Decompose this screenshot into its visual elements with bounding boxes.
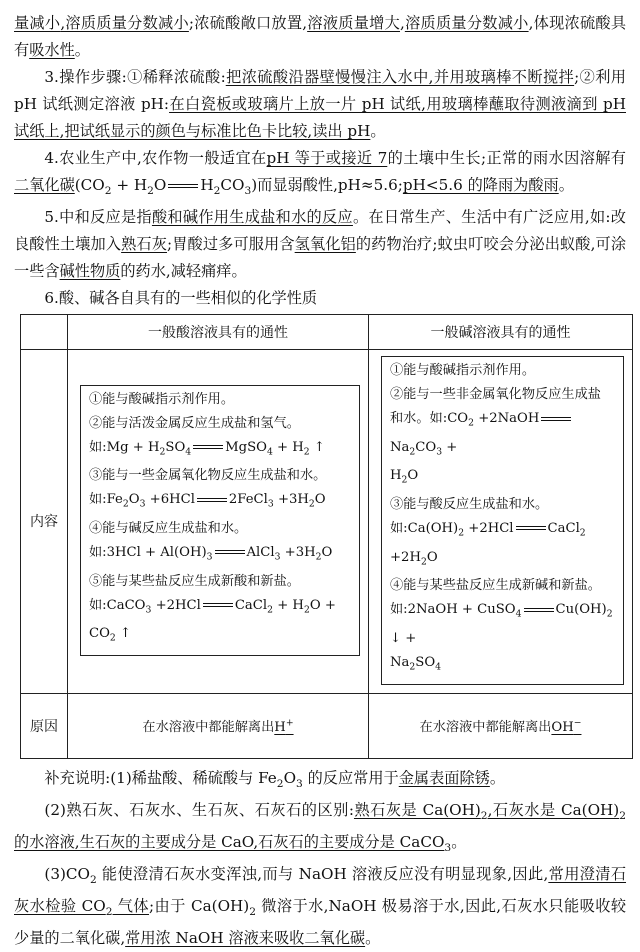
subscript: 3 (244, 184, 252, 198)
text: CaCl (234, 597, 268, 613)
text: +3H (273, 492, 309, 508)
acid-base-table (20, 314, 633, 758)
text: ;胃酸过多可服用含 (167, 235, 295, 254)
text: + H (272, 439, 304, 455)
acid-equation-mg (89, 436, 353, 465)
base-equation-h2o (390, 464, 617, 493)
blank-answer: 金属表面除锈 (398, 768, 490, 787)
blank-answer: pH 等于或接近 7 (266, 149, 388, 167)
reason-base-cell (369, 693, 633, 758)
text: +2HCl (464, 520, 514, 536)
text: )而显弱酸性,pH≈5.6; (251, 176, 403, 194)
subscript: 3 (436, 446, 443, 458)
subscript: 3 (444, 840, 452, 854)
base-equation-cuso4 (390, 598, 617, 651)
text: 在水溶液中都能解离出 (419, 720, 552, 736)
blank-answer: 熟石灰 (121, 235, 168, 254)
text: (3)CO (44, 864, 90, 883)
subscript: 2 (89, 872, 97, 886)
supplement-1 (14, 765, 626, 797)
subscript: 2 (409, 661, 416, 673)
equals-sign (203, 603, 233, 607)
subscript: 3 (267, 498, 274, 510)
ion-h: H (274, 720, 286, 736)
reason-acid-cell (68, 693, 369, 758)
blank-answer: ,溶质质量分数减小 (60, 14, 189, 32)
table-corner-cell (21, 315, 68, 350)
text: O (407, 468, 419, 484)
text: 。 (451, 832, 467, 851)
text: 。 (74, 41, 90, 59)
text: ;由于 Ca(OH) (149, 896, 250, 915)
base-line: ③能与酸反应生成盐和水。 (390, 496, 549, 512)
subscript: 3 (145, 604, 152, 616)
item-6-title: 6.酸、碱各自具有的一些相似的化学性质 (44, 289, 318, 308)
text: + H (111, 176, 148, 194)
base-line: ①能与酸碱指示剂作用。 (390, 363, 536, 379)
text: O (128, 492, 140, 508)
text: 常用澄清石灰水检验 CO (14, 864, 627, 915)
supplement-3 (14, 861, 626, 952)
text: + (442, 439, 458, 455)
subscript: 2 (303, 604, 310, 616)
blank-answer: pH<5.6 的降雨为酸雨 (402, 176, 559, 194)
text: 气体 (112, 896, 149, 915)
text: 。 (489, 768, 506, 787)
subscript: 4 (435, 661, 442, 673)
text: SO (165, 439, 186, 455)
subscript: 4 (266, 446, 273, 458)
base-properties-box (381, 356, 624, 684)
subscript: 2 (213, 184, 221, 198)
text: 。 (370, 122, 386, 140)
text: O (426, 549, 438, 565)
subscript: 2 (159, 446, 166, 458)
subscript: 2 (409, 446, 416, 458)
acid-line: ①能与酸碱指示剂作用。 (89, 391, 235, 407)
text: 。 (558, 176, 574, 194)
text: CO (415, 439, 437, 455)
table-reason-row (21, 693, 633, 758)
text: ,石灰水是 Ca(OH) (487, 800, 620, 819)
blank-answer: 常用浓 NaOH 溶液来吸收二氧化碳 (125, 928, 366, 947)
blank-answer: 在白瓷板或玻璃片上放一片 pH 试纸,用玻璃棒蘸取待测液滴到 pH 试纸上,把试纸显示的颜色与标准比色卡比较,读出 pH (14, 95, 626, 140)
text: ↓ + (390, 630, 417, 646)
blank-answer: 酸和碱作用生成盐和水的反应 (151, 208, 353, 227)
text: 。 (365, 928, 381, 947)
subscript: 2 (619, 808, 626, 822)
blank-answer: 二氧化碳 (14, 176, 75, 194)
text: CO (220, 176, 245, 194)
text: 的反应常用于 (302, 768, 399, 787)
item-4-paragraph (14, 145, 626, 204)
text: ↑ (309, 439, 325, 455)
subscript: 3 (206, 551, 213, 563)
text: CaCl (547, 520, 580, 536)
label-reason: 原因 (21, 693, 68, 758)
text: O (283, 768, 297, 787)
text: 熟石灰是 Ca(OH) (353, 800, 481, 819)
blank-answer: 溶质质量分数减小 (404, 14, 529, 32)
text: Na (390, 439, 410, 455)
text: 5.中和反应是指 (44, 208, 152, 227)
equals-sign (197, 498, 227, 502)
subscript: 4 (515, 608, 522, 620)
text: 3.操作步骤:①稀释浓硫酸: (44, 68, 226, 86)
base-line: ④能与某些盐反应生成新碱和新盐。 (390, 578, 601, 594)
label-content: 内容 (21, 350, 68, 693)
acid-line: ④能与碱反应生成盐和水。 (89, 520, 248, 536)
text: Na (390, 654, 410, 670)
blank-answer (274, 717, 294, 736)
text: O (153, 176, 167, 194)
equals-sign (516, 526, 546, 530)
subscript: 2 (401, 474, 408, 486)
subscript: 2 (122, 498, 129, 510)
subscript: 2 (480, 808, 488, 822)
superscript: − (573, 717, 582, 729)
item-5-paragraph (14, 204, 626, 285)
subscript: 3 (139, 498, 146, 510)
base-equation-caoh2 (390, 517, 617, 574)
text: 的药物治疗;蚊虫叮咬会分泌出蚁酸,可涂一些含 (14, 235, 627, 281)
supplement-2 (14, 797, 626, 861)
text: 如:Mg + H (89, 439, 160, 455)
subscript: 2 (606, 608, 613, 620)
equals-sign (541, 417, 571, 421)
subscript: 2 (458, 527, 465, 539)
text: 补充说明:(1)稀盐酸、稀硫酸与 Fe (44, 768, 277, 787)
text: +2NaOH (474, 411, 540, 427)
subscript: 4 (185, 446, 192, 458)
equals-sign (215, 550, 245, 554)
acid-line: ②能与活泼金属反应生成盐和氢气。 (89, 415, 300, 431)
text: O (321, 544, 333, 560)
subscript: 2 (468, 417, 474, 429)
text: 如:CaCO (89, 597, 146, 613)
subscript: 2 (267, 604, 273, 616)
subscript: 3 (274, 551, 281, 563)
subscript: 2 (147, 184, 154, 198)
text: 能使澄清石灰水变浑浊,而与 NaOH 溶液反应没有明显现象,因此, (96, 864, 549, 883)
acid-equation-caco3 (89, 594, 353, 651)
text: 2FeCl (228, 492, 268, 508)
acid-equation-aloh3 (89, 541, 353, 570)
subscript: 2 (303, 446, 310, 458)
subscript: 3 (296, 776, 303, 790)
base-equation-na2so4 (390, 651, 617, 680)
text: Cu(OH) (555, 602, 607, 618)
subscript: 2 (109, 632, 116, 644)
text: 如:Fe (89, 492, 123, 508)
text: 和水。如:CO (390, 411, 469, 427)
intro-paragraph (14, 10, 626, 64)
item-3-paragraph (14, 64, 626, 145)
blank-answer: 碱性物质 (59, 262, 121, 281)
superscript: + (285, 717, 294, 729)
text: + H (273, 597, 304, 613)
blank-answer (551, 717, 582, 736)
text: 4.农业生产中,农作物一般适宜在 (44, 149, 267, 167)
text: 的水溶液,生石灰的主要成分是 CaO,石灰石的主要成分是 CaCO (14, 832, 445, 851)
subscript: 2 (579, 527, 586, 539)
equals-sign (168, 184, 198, 188)
base-equation-co2 (390, 407, 617, 464)
acid-equation-fe2o3 (89, 488, 353, 517)
header-base: 一般碱溶液具有的通性 (369, 315, 633, 350)
text: 如:3HCl + Al(OH) (89, 544, 207, 560)
text: +2H (390, 549, 421, 565)
blank-answer: 溶液质量增大 (307, 14, 401, 32)
text: 的药水,减轻痛痒。 (120, 262, 247, 281)
text: +6HCl (145, 492, 195, 508)
blank-answer: 把浓硫酸沿器壁慢慢注入水中,并用玻璃棒不断搅拌 (225, 68, 575, 86)
text: ;浓硫酸敞口放置, (188, 14, 308, 32)
blank-answer: 氢氧化铝 (294, 235, 356, 254)
table-content-row (21, 350, 633, 693)
subscript: 2 (249, 904, 256, 918)
acid-properties-box (80, 385, 360, 656)
text: ;②利用 pH 试纸测定溶液 pH: (14, 68, 626, 113)
subscript: 2 (308, 498, 315, 510)
text: O + CO (89, 597, 336, 642)
text: +3H (280, 544, 316, 560)
text: (CO (74, 176, 105, 194)
subscript: 2 (315, 551, 322, 563)
text: 现浓硫酸具有 (14, 14, 627, 59)
equals-sign (193, 445, 223, 449)
acid-properties-cell (68, 350, 369, 693)
text: (2)熟石灰、石灰水、生石灰、石灰石的区别: (44, 800, 354, 819)
text: 的土壤中生长;正常的雨水因溶解有 (387, 149, 626, 167)
base-properties-cell (369, 350, 633, 693)
text: +2HCl (151, 597, 201, 613)
text: O (314, 492, 326, 508)
text: 。在日常生产、生活中有广泛应用,如:改良酸性土壤加入 (14, 208, 626, 254)
blank-answer: 吸水性 (29, 41, 75, 59)
text: 如:2NaOH + CuSO (390, 602, 516, 618)
text: ↑ (115, 626, 132, 642)
text: 在水溶液中都能解离出 (142, 720, 275, 736)
ion-oh: OH (551, 720, 574, 736)
subscript: 2 (276, 776, 284, 790)
subscript: 2 (104, 184, 112, 198)
text: AlCl (246, 544, 275, 560)
text: H (200, 176, 214, 194)
text: H (390, 468, 402, 484)
subscript: 2 (420, 556, 427, 568)
base-line: ②能与一些非金属氧化物反应生成盐 (390, 387, 601, 403)
text: , (400, 14, 405, 32)
text: MgSO (225, 439, 267, 455)
text: 如:Ca(OH) (390, 520, 459, 536)
text: 微溶于水,NaOH 极易溶于水,因此,石灰水只能吸收较少量的二氧化碳, (14, 896, 627, 947)
blank-answer: 量减小 (14, 14, 61, 32)
acid-line: ⑤能与某些盐反应生成新酸和新盐。 (89, 573, 300, 589)
table-header-row (21, 315, 633, 350)
text: ,体 (528, 14, 550, 32)
acid-line: ③能与一些金属氧化物反应生成盐和水。 (89, 468, 327, 484)
subscript: 2 (105, 904, 113, 918)
text: SO (415, 654, 436, 670)
equals-sign (524, 608, 554, 612)
header-acid: 一般酸溶液具有的通性 (68, 315, 369, 350)
